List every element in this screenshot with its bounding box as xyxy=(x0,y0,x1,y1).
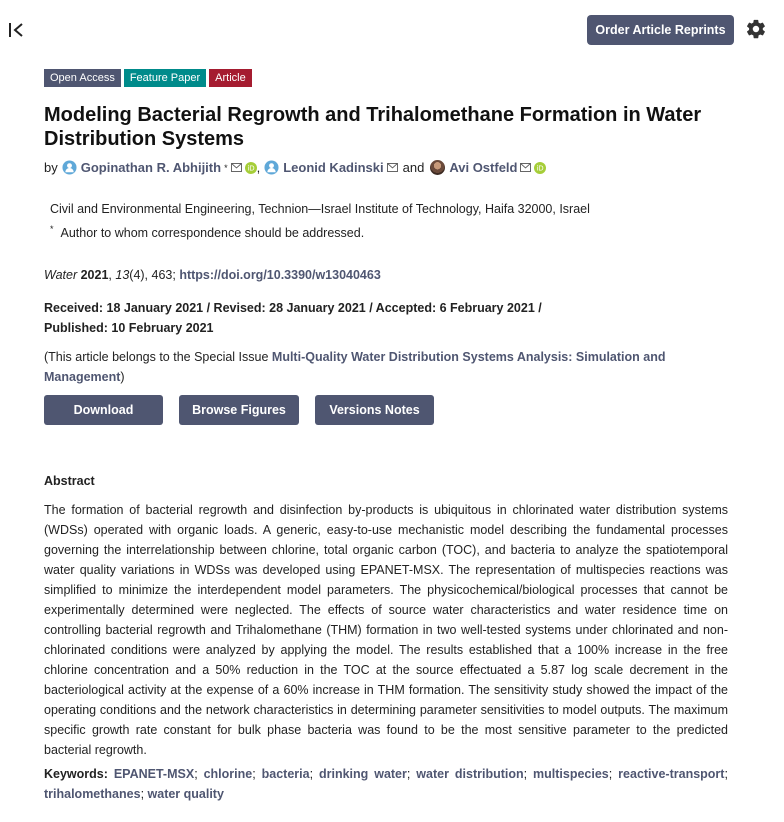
orcid-icon[interactable] xyxy=(245,162,257,174)
keyword-link[interactable]: bacteria xyxy=(261,767,310,781)
correspondence-note xyxy=(50,224,364,240)
keywords: Keywords: EPANET-MSX; chlorine; bacteria; drinking water; water distribution; multispecies; reactive-transport; trihalomethanes; water quality xyxy=(44,767,728,801)
publication-dates xyxy=(44,298,604,338)
author-list xyxy=(44,160,546,175)
correspondence-text: Author to whom correspondence should be addressed. xyxy=(60,226,365,241)
author-profile-icon[interactable] xyxy=(264,160,279,175)
download-button[interactable]: Download xyxy=(44,395,163,425)
badge-article: Article xyxy=(209,69,252,87)
keyword-link[interactable]: drinking water xyxy=(318,767,407,781)
article-title: Modeling Bacterial Regrowth and Trihalomethane Formation in Water Distribution Systems xyxy=(44,104,702,150)
author-separator: , xyxy=(256,160,261,175)
badge-open-access: Open Access xyxy=(44,69,121,87)
citation xyxy=(44,268,381,282)
author-name[interactable]: Gopinathan R. Abhijith xyxy=(80,160,222,175)
orcid-icon[interactable] xyxy=(534,162,546,174)
abstract-heading: Abstract xyxy=(44,474,95,488)
badge-feature-paper: Feature Paper xyxy=(124,69,206,87)
author-name[interactable]: Avi Ostfeld xyxy=(449,160,518,175)
versions-notes-button[interactable]: Versions Notes xyxy=(315,395,434,425)
correspondence-star: * xyxy=(50,224,54,234)
corresponding-mark: * xyxy=(224,162,228,173)
special-issue-prefix: (This article belongs to the Special Issue xyxy=(44,350,272,364)
article-actions xyxy=(44,395,434,425)
mail-icon[interactable] xyxy=(387,163,398,172)
keyword-link[interactable]: chlorine xyxy=(203,767,253,781)
keyword-link[interactable]: water distribution xyxy=(416,767,524,781)
special-issue-link[interactable]: Multi-Quality Water Distribution Systems Analysis: Simulation and Management xyxy=(44,350,666,384)
citation-issue: (4), 463; xyxy=(129,268,180,282)
doi-link[interactable]: https://doi.org/10.3390/w13040463 xyxy=(179,268,381,282)
keyword-link[interactable]: water quality xyxy=(147,787,224,801)
svg-text:iD: iD xyxy=(246,164,255,172)
collapse-sidebar-icon[interactable] xyxy=(6,18,28,42)
dates-published: Published: 10 February 2021 xyxy=(44,321,214,335)
keyword-link[interactable]: reactive-transport xyxy=(618,767,725,781)
citation-year: 2021 xyxy=(80,268,109,282)
affiliation: Civil and Environmental Engineering, Technion—Israel Institute of Technology, Haifa 32000, Israel xyxy=(50,202,590,216)
special-issue-note xyxy=(44,347,734,387)
author-name[interactable]: Leonid Kadinski xyxy=(283,160,384,175)
citation-volume: 13 xyxy=(115,268,130,282)
keyword-link[interactable]: EPANET-MSX xyxy=(113,767,195,781)
keyword-link[interactable]: multispecies xyxy=(533,767,609,781)
article-badges xyxy=(44,69,252,87)
gear-icon[interactable] xyxy=(745,18,767,40)
author-avatar[interactable] xyxy=(430,160,445,175)
browse-figures-button[interactable]: Browse Figures xyxy=(179,395,299,425)
svg-text:iD: iD xyxy=(536,164,545,172)
special-issue-suffix: ) xyxy=(120,370,125,384)
keyword-link[interactable]: trihalomethanes xyxy=(44,787,141,801)
author-separator: and xyxy=(402,160,425,175)
mail-icon[interactable] xyxy=(520,163,531,172)
journal-name[interactable]: Water xyxy=(44,268,78,282)
keywords-label: Keywords: xyxy=(44,767,108,781)
dates-received-revised-accepted: Received: 18 January 2021 / Revised: 28 January 2021 / Accepted: 6 February 2021 / xyxy=(44,301,542,315)
by-label: by xyxy=(44,160,58,175)
citation-sep: , xyxy=(108,268,116,282)
order-reprints-button[interactable]: Order Article Reprints xyxy=(587,15,734,45)
abstract-text: The formation of bacterial regrowth and disinfection by-products is ubiquitous in chlorinated water distribution systems (WDSs) operated with organic loads. A generic, easy-to-use mechanistic model describing the fundamental processes governing the interrelationship between chlorine, total organic carbon (TOC), and bacteria to analyze the spatiotemporal water quality variations in WDSs was developed using EPANET-MSX. The representation of multispecies reactions was simplified to minimize the interdependent model parameters. The physicochemical/biological processes that cannot be experimentally determined were neglected. The effects of source water characteristics and water residence time on controlling bacterial regrowth and Trihalomethane (THM) formation in two well-tested systems under chlorinated and non-chlorinated conditions were analyzed by applying the model. The results established that a 100% increase in the free chlorine concentration and a 50% reduction in the TOC at the source effectuated a 5.87 log scale decrement in the bacteriological activity at the expense of a 60% increase in THM formation. The sensitivity study showed the impact of the operating conditions and the network characteristics in determining parameter sensitivities to model outputs. The maximum specific growth rate constant for bulk phase bacteria was found to be the most sensitive parameter to the predicted bacterial regrowth. xyxy=(44,503,728,757)
mail-icon[interactable] xyxy=(231,163,242,172)
author-profile-icon[interactable] xyxy=(62,160,77,175)
